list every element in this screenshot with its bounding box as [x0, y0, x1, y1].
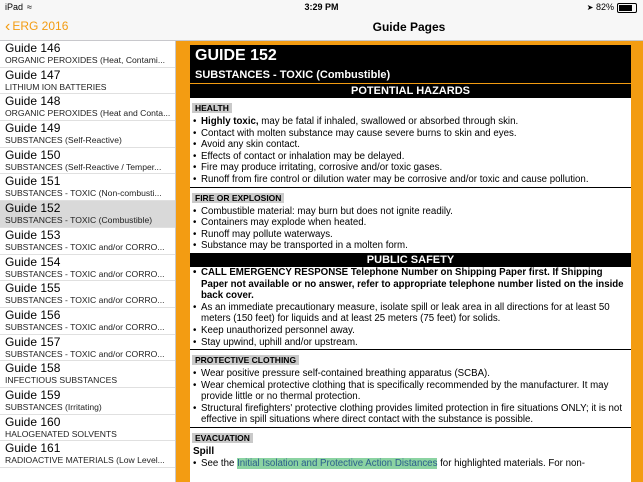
guide-list-item[interactable] [0, 41, 175, 68]
guide-list-item-subtitle: RADIOACTIVE MATERIALS (Low Level... [5, 455, 165, 466]
guide-list-item-subtitle: SUBSTANCES (Irritating) [5, 401, 102, 412]
guide-header [190, 45, 631, 83]
guide-list[interactable] [0, 41, 176, 482]
guide-list-item-subtitle: LITHIUM ION BATTERIES [5, 81, 107, 92]
guide-list-item-title: Guide 150 [5, 147, 61, 162]
fire-section [190, 188, 631, 253]
call-emergency-bullet: • CALL EMERGENCY RESPONSE Telephone Number on Shipping Paper first. If Shipping Paper not available or no answer, refer to appropriate telephone number listed on the inside back cover. [190, 267, 631, 302]
evacuation-heading: EVACUATION [192, 433, 253, 443]
guide-list-item-title: Guide 158 [5, 361, 61, 376]
guide-list-item-subtitle: SUBSTANCES - TOXIC and/or CORRO... [5, 268, 165, 279]
guide-list-item-subtitle: SUBSTANCES - TOXIC and/or CORRO... [5, 295, 165, 306]
guide-list-item-subtitle: SUBSTANCES - TOXIC and/or CORRO... [5, 241, 165, 252]
guide-list-item-subtitle: SUBSTANCES (Self-Reactive) [5, 135, 122, 146]
guide-list-item-title: Guide 147 [5, 67, 61, 82]
guide-list-item-title: Guide 153 [5, 227, 61, 242]
fire-bullet: • Containers may explode when heated. [190, 217, 631, 229]
health-section [190, 98, 631, 188]
guide-list-item[interactable] [0, 174, 175, 201]
health-bullet: • Effects of contact or inhalation may be delayed. [190, 151, 631, 163]
isolation-distances-link[interactable]: Initial Isolation and Protective Action Distances [237, 458, 438, 470]
health-heading: HEALTH [192, 103, 232, 113]
guide-list-item[interactable] [0, 441, 175, 468]
clock: 3:29 PM [304, 2, 339, 12]
guide-list-item-title: Guide 156 [5, 307, 61, 322]
guide-list-item-subtitle: SUBSTANCES (Self-Reactive / Temper... [5, 161, 162, 172]
public-safety-header: PUBLIC SAFETY [190, 253, 631, 267]
spill-label: Spill [193, 446, 215, 458]
guide-list-item[interactable] [0, 281, 175, 308]
guide-content[interactable] [176, 41, 643, 482]
guide-list-item-subtitle: HALOGENATED SOLVENTS [5, 428, 117, 439]
navigation-bar [0, 14, 643, 41]
wifi-icon: ≈ [27, 2, 32, 12]
guide-list-item-subtitle: SUBSTANCES - TOXIC (Combustible) [5, 215, 153, 226]
guide-list-item-title: Guide 157 [5, 334, 61, 349]
guide-list-item-title: Guide 160 [5, 414, 61, 429]
guide-list-item[interactable] [0, 361, 175, 388]
health-bullet: • Avoid any skin contact. [190, 139, 631, 151]
safety-bullet: • As an immediate precautionary measure, isolate spill or leak area in all directions for at least 50 meters (150 feet) for liquids and at least 25 meters (75 feet) for solids. [190, 302, 631, 325]
health-bullet: • Fire may produce irritating, corrosive and/or toxic gases. [190, 162, 631, 174]
health-bullet: • Highly toxic, may be fatal if inhaled, swallowed or absorbed through skin. [190, 116, 631, 128]
guide-list-item-subtitle: SUBSTANCES - TOXIC and/or CORRO... [5, 348, 165, 359]
battery-fill [619, 5, 632, 11]
evacuation-bullet: • See the Initial Isolation and Protective Action Distances for highlighted materials. For non- [190, 458, 631, 470]
guide-list-item-title: Guide 149 [5, 121, 61, 136]
guide-panel [190, 84, 631, 482]
fire-bullet: • Combustible material: may burn but does not ignite readily. [190, 206, 631, 218]
guide-list-item[interactable] [0, 388, 175, 415]
location-icon: ➤ [586, 3, 594, 12]
guide-list-item[interactable] [0, 308, 175, 335]
page-title: Guide Pages [372, 20, 446, 34]
guide-list-item[interactable] [0, 335, 175, 362]
guide-list-item-title: Guide 155 [5, 281, 61, 296]
guide-list-item[interactable] [0, 415, 175, 442]
chevron-left-icon: ‹ [5, 18, 11, 35]
health-bullet: • Runoff from fire control or dilution water may be corrosive and/or toxic and cause pollution. [190, 174, 631, 186]
guide-list-item-subtitle: SUBSTANCES - TOXIC and/or CORRO... [5, 321, 165, 332]
guide-list-item-title: Guide 148 [5, 94, 61, 109]
fire-heading: FIRE OR EXPLOSION [192, 193, 284, 203]
guide-list-item[interactable] [0, 201, 175, 228]
potential-hazards-header: POTENTIAL HAZARDS [190, 84, 631, 98]
clothing-heading: PROTECTIVE CLOTHING [192, 355, 299, 365]
guide-list-item-title: Guide 161 [5, 441, 61, 456]
guide-list-item-title: Guide 151 [5, 174, 61, 189]
battery-indicator: ➤ 82% [587, 2, 637, 13]
guide-list-item[interactable] [0, 228, 175, 255]
clothing-section [190, 350, 631, 428]
clothing-bullet: • Structural firefighters' protective clothing provides limited protection in fire situations ONLY; it is not effective in spill situations where direct contact with the substance is possible. [190, 403, 631, 426]
guide-list-item-subtitle: INFECTIOUS SUBSTANCES [5, 375, 118, 386]
guide-list-item-subtitle: ORGANIC PEROXIDES (Heat and Conta... [5, 108, 171, 119]
guide-list-item-title: Guide 146 [5, 41, 61, 55]
health-bullet: • Contact with molten substance may cause severe burns to skin and eyes. [190, 128, 631, 140]
guide-list-item[interactable] [0, 148, 175, 175]
battery-icon [617, 3, 637, 13]
guide-list-item-title: Guide 152 [5, 201, 61, 216]
evacuation-section [190, 428, 631, 470]
carrier-label: iPad ≈ [5, 2, 32, 12]
guide-name: SUBSTANCES - TOXIC (Combustible) [195, 69, 391, 81]
guide-list-item[interactable] [0, 94, 175, 121]
status-bar [0, 0, 643, 14]
safety-section [190, 267, 631, 350]
guide-number: GUIDE 152 [195, 47, 277, 64]
guide-list-item[interactable] [0, 121, 175, 148]
guide-list-item-subtitle: ORGANIC PEROXIDES (Heat, Contami... [5, 55, 165, 65]
guide-list-item[interactable] [0, 68, 175, 95]
safety-bullet: • Stay upwind, uphill and/or upstream. [190, 337, 631, 349]
back-button[interactable] [5, 19, 68, 33]
guide-list-item-title: Guide 159 [5, 387, 61, 402]
fire-bullet: • Runoff may pollute waterways. [190, 229, 631, 241]
safety-bullet: • Keep unauthorized personnel away. [190, 325, 631, 337]
clothing-bullet: • Wear chemical protective clothing that is specifically recommended by the manufacturer. It may provide little or no thermal protection. [190, 380, 631, 403]
fire-bullet: • Substance may be transported in a molten form. [190, 240, 631, 252]
guide-list-item[interactable] [0, 255, 175, 282]
clothing-bullet: • Wear positive pressure self-contained breathing apparatus (SCBA). [190, 368, 631, 380]
back-button-label: ERG 2016 [12, 19, 69, 33]
guide-list-item-subtitle: SUBSTANCES - TOXIC (Non-combusti... [5, 188, 162, 199]
guide-list-item-title: Guide 154 [5, 254, 61, 269]
